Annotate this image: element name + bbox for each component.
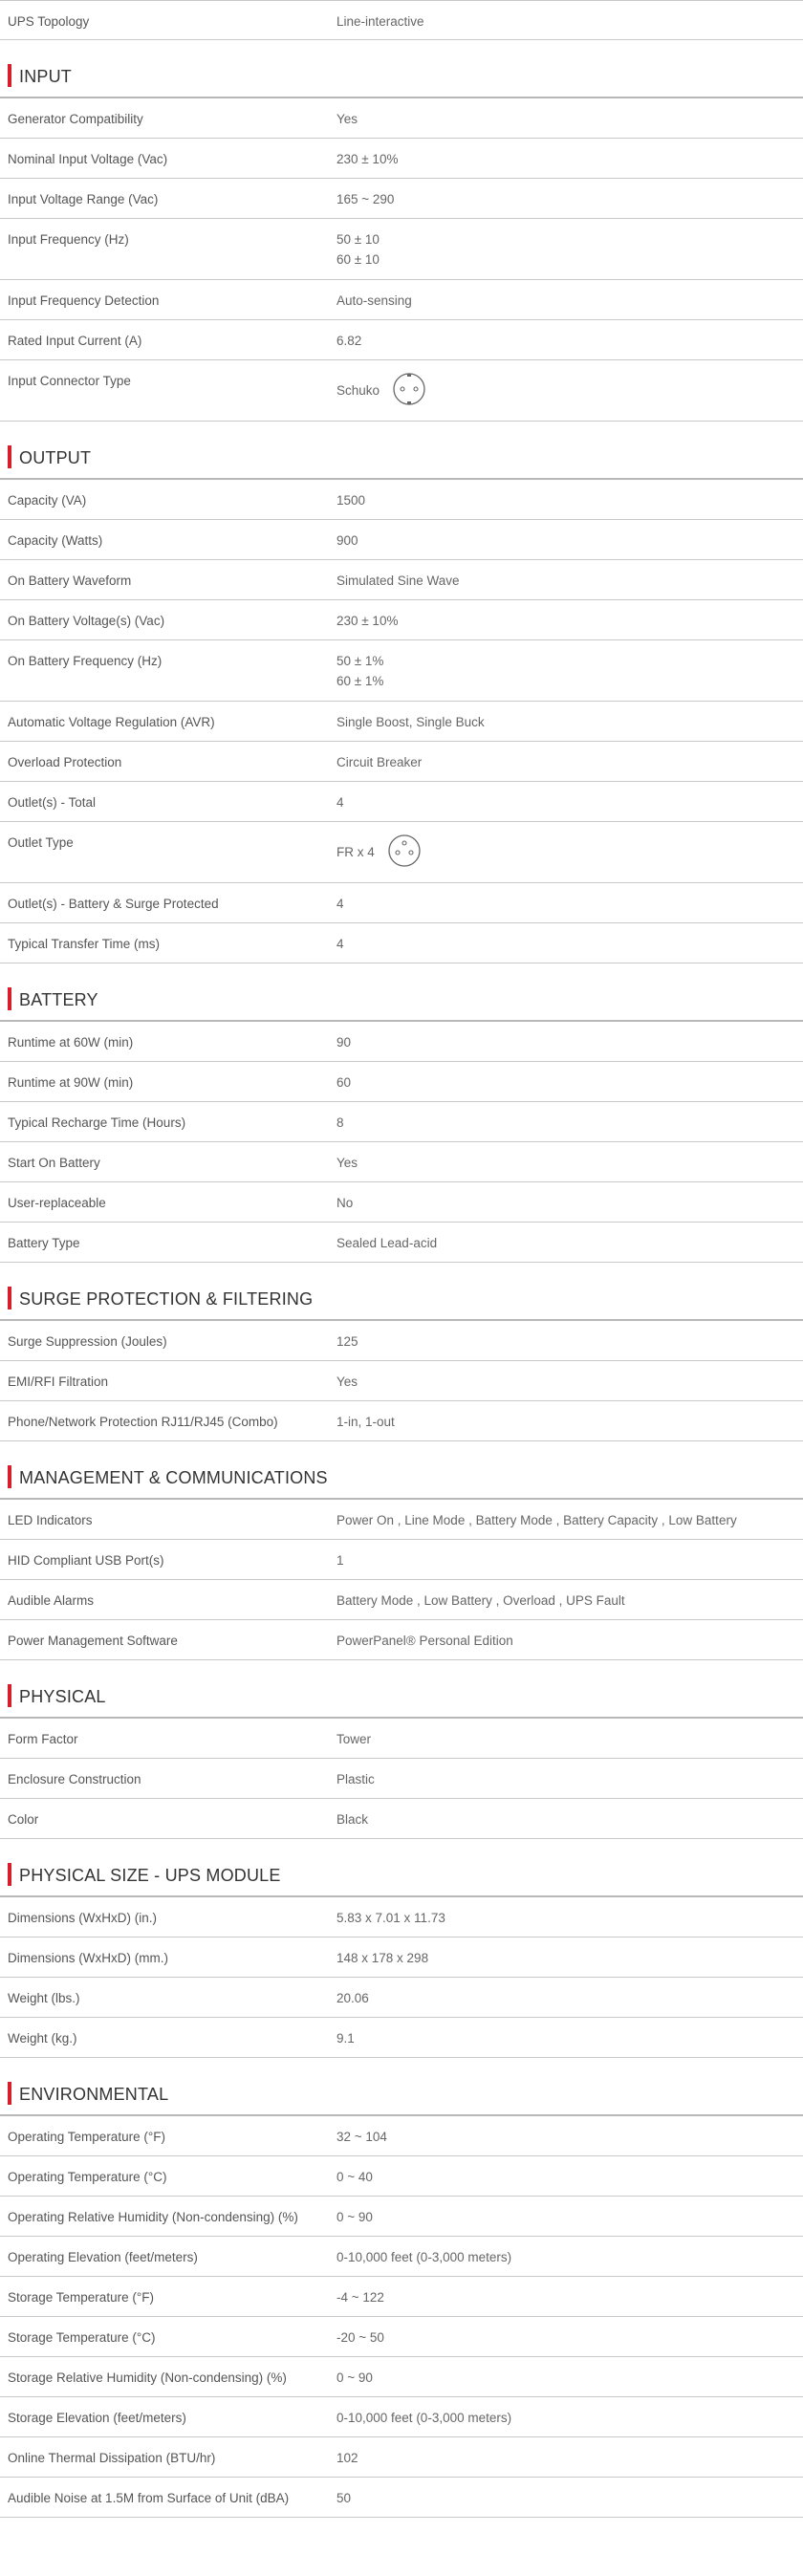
spec-value-text: Schuko xyxy=(336,383,380,398)
spec-row xyxy=(0,360,803,422)
section-title: MANAGEMENT & COMMUNICATIONS xyxy=(19,1468,328,1487)
spec-label: Audible Alarms xyxy=(8,1593,95,1608)
spec-value xyxy=(336,2116,803,2155)
spec-label: Operating Temperature (°F) xyxy=(8,2130,165,2144)
spec-label: Typical Recharge Time (Hours) xyxy=(8,1115,186,1130)
spec-label: Weight (kg.) xyxy=(8,2031,77,2046)
spec-value xyxy=(336,480,803,519)
spec-row xyxy=(0,2277,803,2317)
spec-value-text: 60 xyxy=(336,1075,352,1090)
section-accent-bar xyxy=(8,987,11,1010)
spec-label: Operating Temperature (°C) xyxy=(8,2170,167,2184)
spec-value xyxy=(336,520,803,559)
spec-row xyxy=(0,1182,803,1223)
spec-label: LED Indicators xyxy=(8,1513,93,1527)
section-title: INPUT xyxy=(19,67,72,86)
spec-row xyxy=(0,2156,803,2197)
spec-label: Outlet(s) - Battery & Surge Protected xyxy=(8,897,219,911)
spec-value-text: Battery Mode , Low Battery , Overload , UPS Fault xyxy=(336,1593,625,1608)
section-header xyxy=(0,1441,803,1500)
spec-row xyxy=(0,2237,803,2277)
spec-row xyxy=(0,1937,803,1978)
section-accent-bar xyxy=(8,64,11,87)
spec-row xyxy=(0,1022,803,1062)
spec-value xyxy=(336,1799,803,1838)
spec-value-text: 4 xyxy=(336,795,344,810)
spec-label: Battery Type xyxy=(8,1236,80,1250)
spec-section xyxy=(0,422,803,963)
spec-value-text: 1 xyxy=(336,1553,344,1568)
spec-row xyxy=(0,219,803,280)
spec-value-text: 230 ± 10% xyxy=(336,614,399,628)
spec-value xyxy=(336,179,803,218)
spec-label: Capacity (Watts) xyxy=(8,533,103,548)
spec-label: Weight (lbs.) xyxy=(8,1991,80,2005)
spec-section xyxy=(0,0,803,40)
spec-value-text: Power On , Line Mode , Battery Mode , Battery Capacity , Low Battery xyxy=(336,1513,737,1527)
spec-value-text: FR x 4 xyxy=(336,845,375,859)
spec-label: Generator Compatibility xyxy=(8,112,143,126)
spec-value-text: 20.06 xyxy=(336,1991,369,2005)
spec-row xyxy=(0,98,803,139)
spec-value-text: 4 xyxy=(336,937,344,951)
spec-label: Input Voltage Range (Vac) xyxy=(8,192,159,206)
spec-row xyxy=(0,1719,803,1759)
spec-row xyxy=(0,1540,803,1580)
spec-row xyxy=(0,2018,803,2058)
spec-row xyxy=(0,1102,803,1142)
section-title: PHYSICAL SIZE - UPS MODULE xyxy=(19,1866,281,1885)
section-accent-bar xyxy=(8,2082,11,2105)
spec-value-text: 0 ~ 90 xyxy=(336,2370,373,2385)
spec-value-text: Yes xyxy=(336,1156,358,1170)
spec-value-text: 50 xyxy=(336,2491,352,2505)
spec-value xyxy=(336,98,803,138)
spec-value-text: -20 ~ 50 xyxy=(336,2330,384,2345)
spec-value xyxy=(336,600,803,639)
spec-value-text: 125 xyxy=(336,1334,358,1349)
schuko-plug-icon xyxy=(391,371,427,410)
spec-row xyxy=(0,640,803,702)
section-accent-bar xyxy=(8,1287,11,1310)
spec-row xyxy=(0,742,803,782)
section-header xyxy=(0,1263,803,1321)
spec-section xyxy=(0,1839,803,2058)
spec-label: Outlet(s) - Total xyxy=(8,795,97,810)
spec-value xyxy=(336,822,803,882)
spec-value xyxy=(336,360,803,421)
spec-row xyxy=(0,1142,803,1182)
section-header xyxy=(0,40,803,98)
spec-label: Operating Elevation (feet/meters) xyxy=(8,2250,198,2264)
spec-value-text: PowerPanel® Personal Edition xyxy=(336,1634,513,1648)
spec-value xyxy=(336,1361,803,1400)
spec-value-text: Line-interactive xyxy=(336,14,424,29)
section-header xyxy=(0,2058,803,2116)
section-accent-bar xyxy=(8,1465,11,1488)
section-accent-bar xyxy=(8,1863,11,1886)
spec-section xyxy=(0,1263,803,1441)
spec-label: Storage Relative Humidity (Non-condensing) (%) xyxy=(8,2370,287,2385)
spec-value xyxy=(336,1620,803,1659)
spec-value xyxy=(336,1500,803,1539)
spec-value-text: Yes xyxy=(336,1375,358,1389)
spec-label: Form Factor xyxy=(8,1732,78,1746)
spec-value-text: Plastic xyxy=(336,1772,375,1786)
spec-label: Dimensions (WxHxD) (in.) xyxy=(8,1911,158,1925)
spec-label: Start On Battery xyxy=(8,1156,100,1170)
section-header xyxy=(0,1660,803,1719)
spec-value xyxy=(336,1182,803,1222)
spec-value-text: Simulated Sine Wave xyxy=(336,574,460,588)
spec-row xyxy=(0,179,803,219)
spec-row xyxy=(0,782,803,822)
spec-row xyxy=(0,1897,803,1937)
spec-row xyxy=(0,822,803,883)
spec-label: On Battery Frequency (Hz) xyxy=(8,654,163,668)
spec-value xyxy=(336,1062,803,1101)
spec-value xyxy=(336,2277,803,2316)
spec-row xyxy=(0,520,803,560)
spec-value xyxy=(336,320,803,359)
spec-value xyxy=(336,280,803,319)
spec-row xyxy=(0,923,803,963)
spec-label: Color xyxy=(8,1812,39,1827)
spec-value xyxy=(336,1937,803,1977)
spec-label: Input Frequency Detection xyxy=(8,293,160,308)
spec-label: Operating Relative Humidity (Non-condensing) (%) xyxy=(8,2210,298,2224)
spec-value xyxy=(336,1759,803,1798)
spec-value-text: Circuit Breaker xyxy=(336,755,423,769)
spec-value xyxy=(336,1540,803,1579)
spec-row xyxy=(0,2116,803,2156)
spec-value-text: No xyxy=(336,1196,354,1210)
spec-value xyxy=(336,1978,803,2017)
spec-value-text: 32 ~ 104 xyxy=(336,2130,387,2144)
section-accent-bar xyxy=(8,445,11,468)
spec-value xyxy=(336,702,803,741)
spec-label: Automatic Voltage Regulation (AVR) xyxy=(8,715,215,729)
spec-section xyxy=(0,1660,803,1839)
spec-label: Surge Suppression (Joules) xyxy=(8,1334,167,1349)
spec-row xyxy=(0,1223,803,1263)
spec-row xyxy=(0,1062,803,1102)
spec-section xyxy=(0,40,803,422)
spec-value xyxy=(336,883,803,922)
spec-value xyxy=(336,2357,803,2396)
section-header xyxy=(0,1839,803,1897)
spec-row xyxy=(0,883,803,923)
spec-value-text: Single Boost, Single Buck xyxy=(336,715,485,729)
spec-value-text: 5.83 x 7.01 x 11.73 xyxy=(336,1911,445,1925)
spec-row xyxy=(0,1620,803,1660)
spec-row xyxy=(0,139,803,179)
spec-value-text: 900 xyxy=(336,533,358,548)
spec-label: On Battery Voltage(s) (Vac) xyxy=(8,614,165,628)
spec-value xyxy=(336,2437,803,2477)
spec-label: UPS Topology xyxy=(8,14,90,29)
spec-value-text: 6.82 xyxy=(336,334,362,348)
spec-row xyxy=(0,2397,803,2437)
spec-value-text: 60 ± 1% xyxy=(336,674,384,688)
spec-value xyxy=(336,1401,803,1440)
spec-value-text: 165 ~ 290 xyxy=(336,192,395,206)
spec-value xyxy=(336,1321,803,1360)
spec-value xyxy=(336,742,803,781)
spec-row xyxy=(0,2437,803,2478)
spec-value-text: Yes xyxy=(336,112,358,126)
spec-label: Rated Input Current (A) xyxy=(8,334,142,348)
spec-value xyxy=(336,2478,803,2517)
spec-value-text: 0 ~ 40 xyxy=(336,2170,373,2184)
spec-label: Runtime at 90W (min) xyxy=(8,1075,134,1090)
spec-label: Dimensions (WxHxD) (mm.) xyxy=(8,1951,168,1965)
spec-label: Input Connector Type xyxy=(8,374,131,388)
spec-row xyxy=(0,1500,803,1540)
spec-label: On Battery Waveform xyxy=(8,574,132,588)
section-title: PHYSICAL xyxy=(19,1687,106,1706)
spec-label: Overload Protection xyxy=(8,755,122,769)
spec-value xyxy=(336,1142,803,1181)
spec-value xyxy=(336,2317,803,2356)
spec-row xyxy=(0,320,803,360)
spec-label: Input Frequency (Hz) xyxy=(8,232,129,247)
spec-row xyxy=(0,600,803,640)
spec-label: Capacity (VA) xyxy=(8,493,87,508)
spec-row xyxy=(0,2357,803,2397)
spec-label: Enclosure Construction xyxy=(8,1772,141,1786)
spec-value-text: Tower xyxy=(336,1732,372,1746)
spec-row xyxy=(0,1759,803,1799)
spec-value xyxy=(336,2397,803,2436)
spec-label: Storage Temperature (°F) xyxy=(8,2290,154,2305)
spec-value xyxy=(336,2197,803,2236)
spec-value-text: 4 xyxy=(336,897,344,911)
spec-value-text: 8 xyxy=(336,1115,344,1130)
spec-value-text: 0-10,000 feet (0-3,000 meters) xyxy=(336,2411,512,2425)
spec-label: User-replaceable xyxy=(8,1196,106,1210)
spec-value xyxy=(336,1223,803,1262)
spec-value-text: 90 xyxy=(336,1035,352,1050)
spec-label: Power Management Software xyxy=(8,1634,178,1648)
spec-value-text: 60 ± 10 xyxy=(336,252,380,267)
spec-row xyxy=(0,1321,803,1361)
spec-label: EMI/RFI Filtration xyxy=(8,1375,109,1389)
spec-value xyxy=(336,139,803,178)
spec-section xyxy=(0,1441,803,1660)
spec-row xyxy=(0,2197,803,2237)
spec-value-text: 50 ± 1% xyxy=(336,654,384,668)
section-accent-bar xyxy=(8,1684,11,1707)
spec-row xyxy=(0,1580,803,1620)
spec-value xyxy=(336,782,803,821)
spec-label: Phone/Network Protection RJ11/RJ45 (Combo) xyxy=(8,1415,278,1429)
spec-section xyxy=(0,2058,803,2518)
spec-row xyxy=(0,2478,803,2518)
spec-label: Nominal Input Voltage (Vac) xyxy=(8,152,168,166)
section-header xyxy=(0,422,803,480)
spec-value-text: 148 x 178 x 298 xyxy=(336,1951,429,1965)
spec-value xyxy=(336,1580,803,1619)
spec-row xyxy=(0,560,803,600)
spec-label: HID Compliant USB Port(s) xyxy=(8,1553,164,1568)
section-title: BATTERY xyxy=(19,990,98,1009)
spec-row xyxy=(0,2317,803,2357)
spec-value xyxy=(336,1022,803,1061)
spec-label: Audible Noise at 1.5M from Surface of Unit (dBA) xyxy=(8,2491,290,2505)
spec-value xyxy=(336,560,803,599)
spec-label: Storage Temperature (°C) xyxy=(8,2330,156,2345)
spec-value-text: Auto-sensing xyxy=(336,293,412,308)
spec-value xyxy=(336,640,803,701)
spec-value xyxy=(336,2237,803,2276)
spec-row xyxy=(0,1799,803,1839)
spec-value-text: 0 ~ 90 xyxy=(336,2210,373,2224)
spec-value xyxy=(336,2018,803,2057)
spec-value-text: Black xyxy=(336,1812,369,1827)
spec-label: Storage Elevation (feet/meters) xyxy=(8,2411,186,2425)
spec-row xyxy=(0,0,803,40)
spec-row xyxy=(0,280,803,320)
spec-value xyxy=(336,219,803,279)
spec-value xyxy=(336,1102,803,1141)
fr-outlet-icon xyxy=(386,833,423,872)
spec-value xyxy=(336,1897,803,1937)
spec-section xyxy=(0,963,803,1263)
spec-value-text: 1500 xyxy=(336,493,366,508)
spec-row xyxy=(0,1361,803,1401)
spec-value-text: 102 xyxy=(336,2451,358,2465)
spec-label: Online Thermal Dissipation (BTU/hr) xyxy=(8,2451,216,2465)
spec-label: Outlet Type xyxy=(8,835,74,850)
spec-value xyxy=(336,1719,803,1758)
spec-value xyxy=(336,1,803,39)
spec-label: Typical Transfer Time (ms) xyxy=(8,937,161,951)
section-title: ENVIRONMENTAL xyxy=(19,2085,169,2104)
spec-value xyxy=(336,2156,803,2196)
spec-value-text: Sealed Lead-acid xyxy=(336,1236,438,1250)
section-title: SURGE PROTECTION & FILTERING xyxy=(19,1289,314,1309)
spec-label: Runtime at 60W (min) xyxy=(8,1035,134,1050)
spec-value-text: 9.1 xyxy=(336,2031,355,2046)
spec-row xyxy=(0,1978,803,2018)
spec-value-text: 50 ± 10 xyxy=(336,232,380,247)
spec-value xyxy=(336,923,803,963)
spec-row xyxy=(0,480,803,520)
section-header xyxy=(0,963,803,1022)
spec-value-text: 230 ± 10% xyxy=(336,152,399,166)
spec-value-text: 1-in, 1-out xyxy=(336,1415,395,1429)
spec-value-text: -4 ~ 122 xyxy=(336,2290,384,2305)
spec-value-text: 0-10,000 feet (0-3,000 meters) xyxy=(336,2250,512,2264)
spec-row xyxy=(0,702,803,742)
section-title: OUTPUT xyxy=(19,448,92,467)
spec-row xyxy=(0,1401,803,1441)
